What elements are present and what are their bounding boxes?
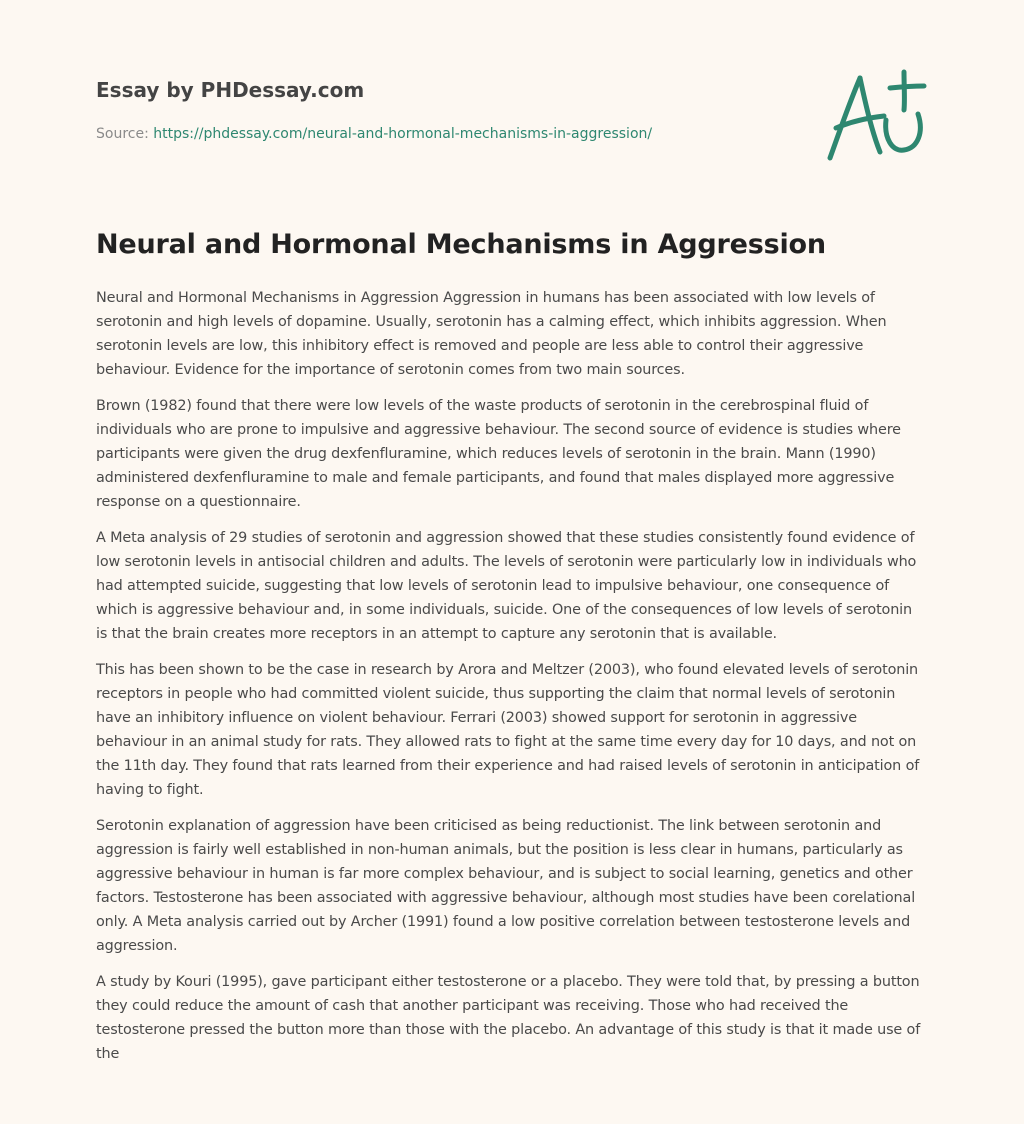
essay-paragraph: A Meta analysis of 29 studies of serotonin and aggression showed that these studies consistently found evidence of low serotonin levels in antisocial children and adults. The levels of serotonin were particularly low in individuals who had attempted suicide, suggesting that low levels of serotonin lead to impulsive behaviour, one consequence of which is aggressive behaviour and, in some individuals, suicide. One of the consequences of low levels of serotonin is that the brain creates more receptors in an attempt to capture any serotonin that is available. xyxy=(96,530,917,642)
source-link[interactable]: https://phdessay.com/neural-and-hormonal-mechanisms-in-aggression/ xyxy=(153,126,653,142)
a-plus-logo-icon xyxy=(820,66,930,166)
header xyxy=(96,76,796,144)
essay-paragraph: Brown (1982) found that there were low levels of the waste products of serotonin in the cerebrospinal fluid of individuals who are prone to impulsive and aggressive behaviour. The second source of evidence is studies where participants were given the drug dexfenfluramine, which reduces levels of serotonin in the brain. Mann (1990) administered dexfenfluramine to male and female participants, and found that males displayed more aggressive response on a questionnaire. xyxy=(96,398,901,510)
source-line xyxy=(96,124,796,144)
essay-paragraph: Serotonin explanation of aggression have been criticised as being reductionist. The link between serotonin and aggression is fairly well established in non-human animals, but the position is less clear in humans, particularly as aggressive behaviour in human is far more complex behaviour, and is subject to social learning, genetics and other factors. Testosterone has been associated with aggressive behaviour, although most studies have been corelational only. A Meta analysis carried out by Archer (1991) found a low positive correlation between testosterone levels and aggression. xyxy=(96,818,916,954)
essay-paragraph: A study by Kouri (1995), gave participant either testosterone or a placebo. They were told that, by pressing a button they could reduce the amount of cash that another participant was receiving. Those who had received the testosterone pressed the button more than those with the placebo. An advantage of this study is that it made use of the xyxy=(96,974,921,1062)
essay-paragraph: Neural and Hormonal Mechanisms in Aggression Aggression in humans has been associated with low levels of serotonin and high levels of dopamine. Usually, serotonin has a calming effect, which inhibits aggression. When serotonin levels are low, this inhibitory effect is removed and people are less able to control their aggressive behaviour. Evidence for the importance of serotonin comes from two main sources. xyxy=(96,290,887,378)
essay-body xyxy=(96,286,926,1078)
site-brand: Essay by PHDessay.com xyxy=(96,78,365,102)
essay-paragraph: This has been shown to be the case in research by Arora and Meltzer (2003), who found elevated levels of serotonin receptors in people who had committed violent suicide, thus supporting the claim that normal levels of serotonin have an inhibitory influence on violent behaviour. Ferrari (2003) showed support for serotonin in aggressive behaviour in an animal study for rats. They allowed rats to fight at the same time every day for 10 days, and not on the 11th day. They found that rats learned from their experience and had raised levels of serotonin in anticipation of having to fight. xyxy=(96,662,920,798)
essay-title: Neural and Hormonal Mechanisms in Aggression xyxy=(96,229,826,260)
source-label: Source: xyxy=(96,126,154,142)
